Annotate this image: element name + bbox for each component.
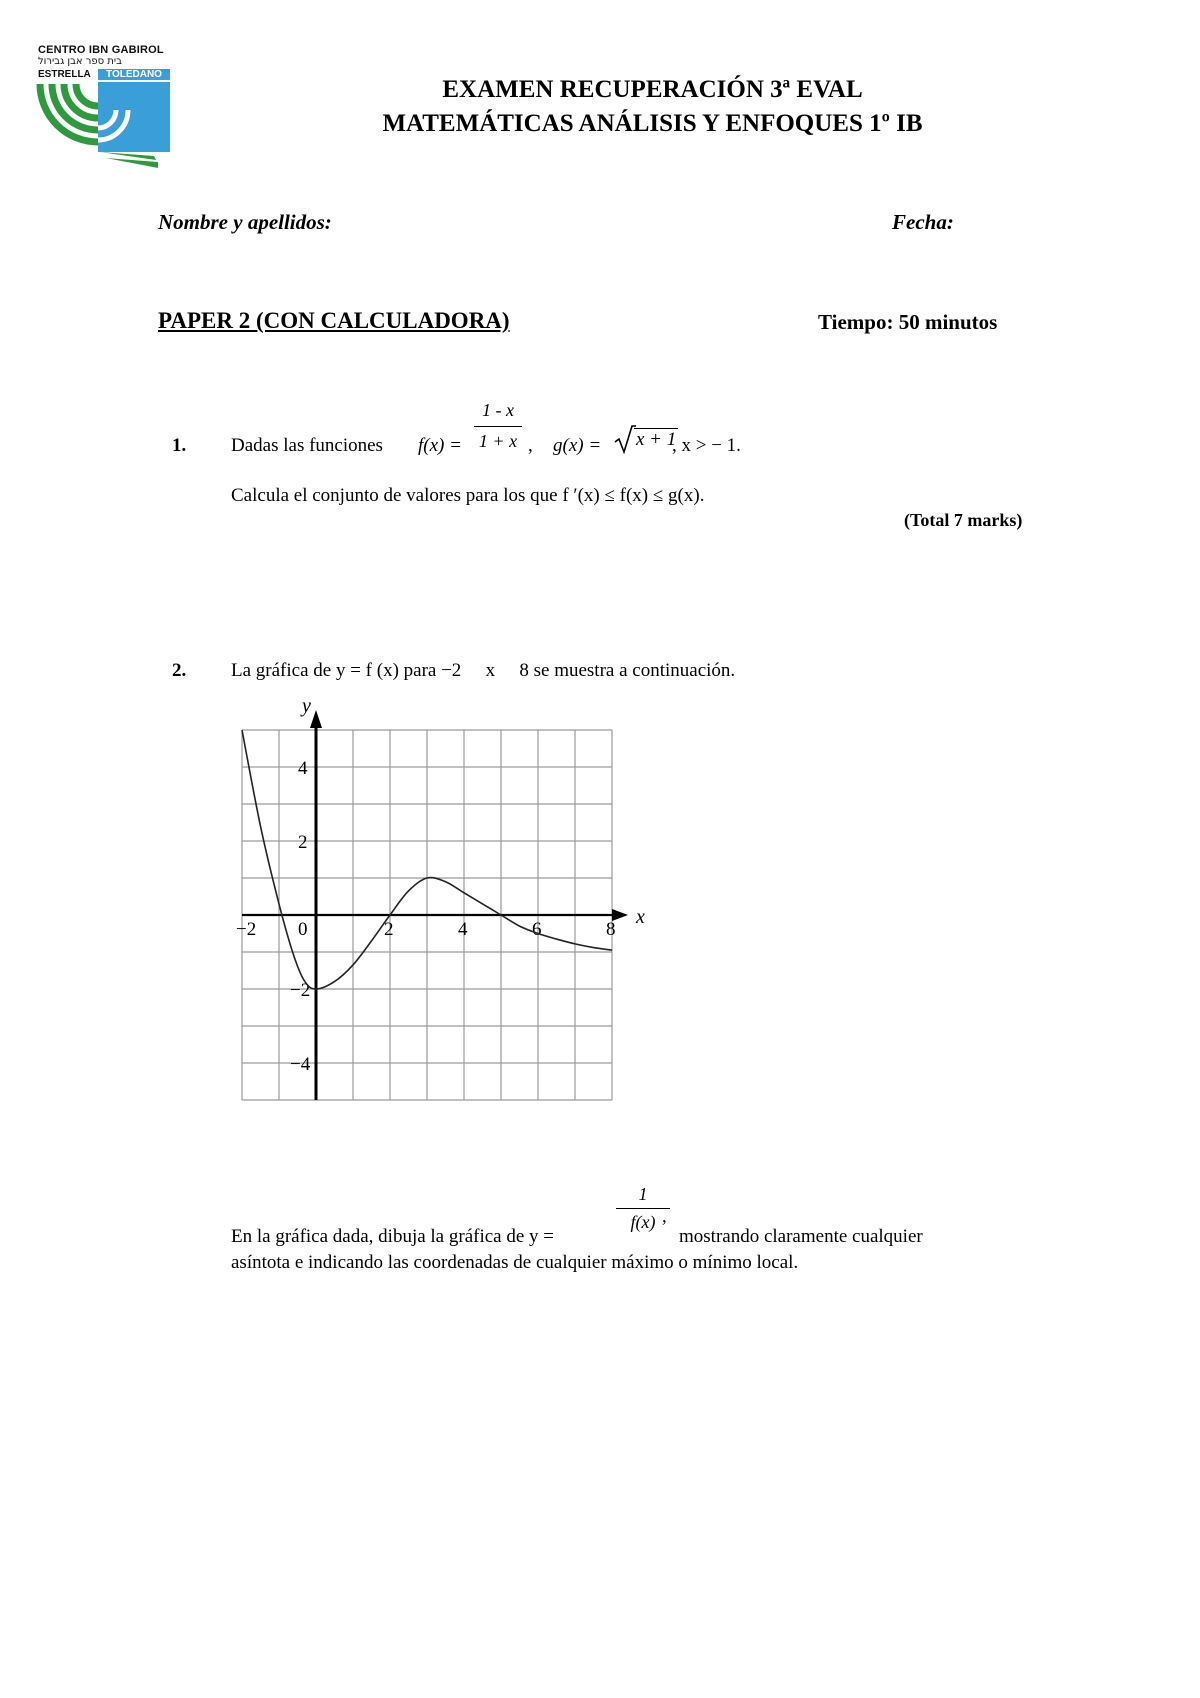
q2-task-post: mostrando claramente cualquier	[679, 1226, 923, 1247]
time-label: Tiempo: 50 minutos	[818, 310, 998, 334]
x-tick-label: 6	[532, 919, 542, 940]
q2-task-line2: asíntota e indicando las coordenadas de cualquier máximo o mínimo local.	[231, 1252, 799, 1273]
y-tick-label: 2	[298, 832, 308, 853]
exam-subtitle: MATEMÁTICAS ANÁLISIS Y ENFOQUES 1º IB	[382, 110, 923, 137]
q2-number: 2.	[172, 660, 187, 681]
q1-marks: (Total 7 marks)	[904, 510, 1023, 530]
q1-intro: Dadas las funciones	[231, 435, 383, 456]
x-axis-label: x	[636, 906, 645, 928]
q2-frac-denominator: f(x)	[630, 1212, 656, 1232]
logo-line3a: ESTRELLA	[38, 69, 91, 80]
function-graph	[222, 694, 662, 1114]
q1-f-numerator: 1 - x	[482, 400, 514, 420]
y-axis-arrow	[310, 710, 322, 728]
exam-title: EXAMEN RECUPERACIÓN 3ª EVAL	[442, 76, 863, 103]
x-tick-label: 8	[606, 919, 616, 940]
q2-frac-numerator: 1	[638, 1184, 648, 1204]
q1-sqrt-sign	[614, 424, 636, 454]
logo-line2: בית ספר אבן גבירול	[38, 56, 122, 67]
q1-number: 1.	[172, 435, 187, 456]
x-tick-label: 0	[298, 919, 308, 940]
date-label: Fecha:	[892, 210, 954, 234]
paper-title: PAPER 2 (CON CALCULADORA)	[158, 308, 510, 333]
q1-g-lhs: g(x) =	[553, 435, 602, 456]
q1-f-denominator: 1 + x	[478, 431, 518, 451]
q1-task: Calcula el conjunto de valores para los que f ′(x) ≤ f(x) ≤ g(x).	[231, 485, 705, 506]
q2-intro: La gráfica de y = f (x) para −2   x   8 se muestra a continuación.	[231, 660, 736, 681]
x-tick-label: 4	[458, 919, 468, 940]
y-tick-label: −2	[290, 980, 311, 1001]
logo-line1: CENTRO IBN GABIROL	[38, 44, 164, 56]
logo-line3b: TOLEDANO	[98, 69, 170, 80]
q1-separator: ,	[528, 435, 533, 456]
y-tick-label: 4	[298, 758, 308, 779]
x-tick-label: −2	[236, 919, 257, 940]
q1-f-fraction-bar	[474, 426, 522, 427]
q1-f-lhs: f(x) =	[418, 435, 462, 456]
q2-task-pre: En la gráfica dada, dibuja la gráfica de y =	[231, 1226, 554, 1247]
y-tick-label: −4	[290, 1054, 311, 1075]
school-logo	[36, 44, 176, 172]
y-axis-label: y	[302, 695, 311, 717]
q1-condition: , x > − 1.	[672, 435, 741, 456]
name-label: Nombre y apellidos:	[158, 210, 332, 234]
q1-g-radicand: x + 1	[636, 429, 677, 450]
x-tick-label: 2	[384, 919, 394, 940]
q2-frac-comma: ,	[662, 1206, 667, 1227]
